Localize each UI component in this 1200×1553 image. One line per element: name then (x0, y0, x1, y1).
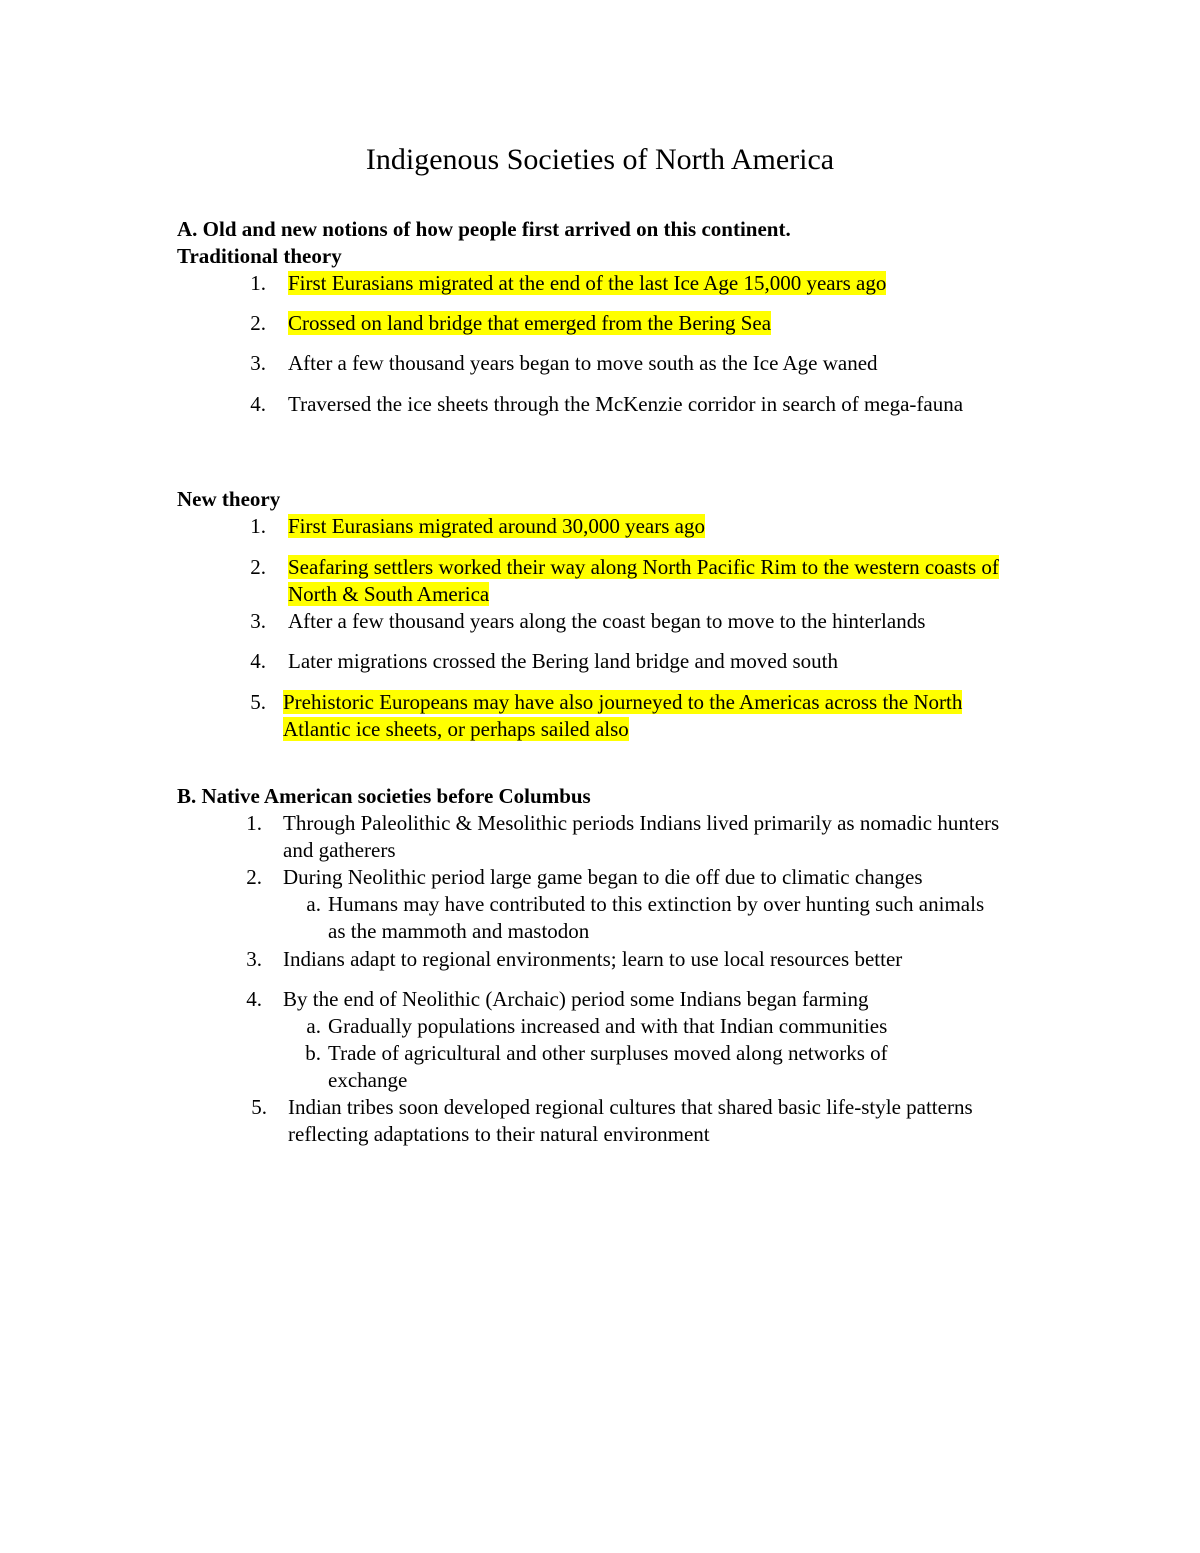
sublist-letter: a. (306, 1014, 321, 1038)
list-number: 3. (246, 947, 262, 971)
section-b-heading: B. Native American societies before Columbus (177, 784, 591, 808)
list-item: During Neolithic period large game began to die off due to climatic changes (283, 865, 923, 889)
list-item: Traversed the ice sheets through the McKenzie corridor in search of mega-fauna (288, 392, 964, 416)
section-a-heading: A. Old and new notions of how people first arrived on this continent. (177, 217, 791, 241)
list-number: 2. (246, 865, 262, 889)
list-number: 4. (250, 392, 266, 416)
list-item-text: Seafaring settlers worked their way along North Pacific Rim to the western coasts of North & South America (288, 555, 999, 606)
list-number: 5. (250, 690, 266, 714)
new-theory-label: New theory (177, 487, 281, 511)
list-number: 2. (250, 311, 266, 335)
list-number: 1. (246, 811, 262, 835)
list-item: Indians adapt to regional environments; learn to use local resources better (283, 947, 903, 971)
sublist-item: Gradually populations increased and with that Indian communities (328, 1014, 888, 1038)
list-number: 1. (250, 514, 266, 538)
page-title: Indigenous Societies of North America (365, 143, 835, 176)
list-number: 2. (250, 555, 266, 579)
list-item: After a few thousand years along the coast began to move to the hinterlands (288, 609, 926, 633)
list-item-text: Prehistoric Europeans may have also journeyed to the Americas across the North Atlantic ice sheets, or perhaps sailed also (283, 690, 963, 741)
list-item-text: First Eurasians migrated at the end of the last Ice Age 15,000 years ago (288, 271, 887, 295)
sublist-item: Humans may have contributed to this extinction by over hunting such animals as the mammoth and mastodon (328, 892, 985, 943)
list-item (288, 270, 1008, 297)
list-item: By the end of Neolithic (Archaic) period some Indians began farming (283, 987, 869, 1011)
list-item: Through Paleolithic & Mesolithic periods Indians lived primarily as nomadic hunters and gatherers (283, 811, 1000, 862)
list-item: Later migrations crossed the Bering land bridge and moved south (288, 649, 838, 673)
list-item-text: Crossed on land bridge that emerged from the Bering Sea (288, 311, 772, 335)
traditional-theory-label: Traditional theory (177, 244, 342, 268)
list-item (288, 513, 1008, 540)
list-item: Indian tribes soon developed regional cultures that shared basic life-style patterns reflecting adaptations to their natural environment (288, 1095, 973, 1146)
sublist-letter: b. (305, 1041, 321, 1065)
list-item (283, 689, 995, 743)
list-item (288, 310, 1008, 337)
list-item-text: First Eurasians migrated around 30,000 years ago (288, 514, 705, 538)
list-item: After a few thousand years began to move south as the Ice Age waned (288, 351, 878, 375)
list-item (288, 554, 1002, 608)
list-number: 3. (250, 609, 266, 633)
sublist-letter: a. (306, 892, 321, 916)
list-number: 1. (250, 271, 266, 295)
list-number: 4. (250, 649, 266, 673)
list-number: 5. (251, 1095, 267, 1119)
list-number: 4. (246, 987, 262, 1011)
list-number: 3. (250, 351, 266, 375)
sublist-item: Trade of agricultural and other surpluses moved along networks of exchange (328, 1041, 888, 1092)
